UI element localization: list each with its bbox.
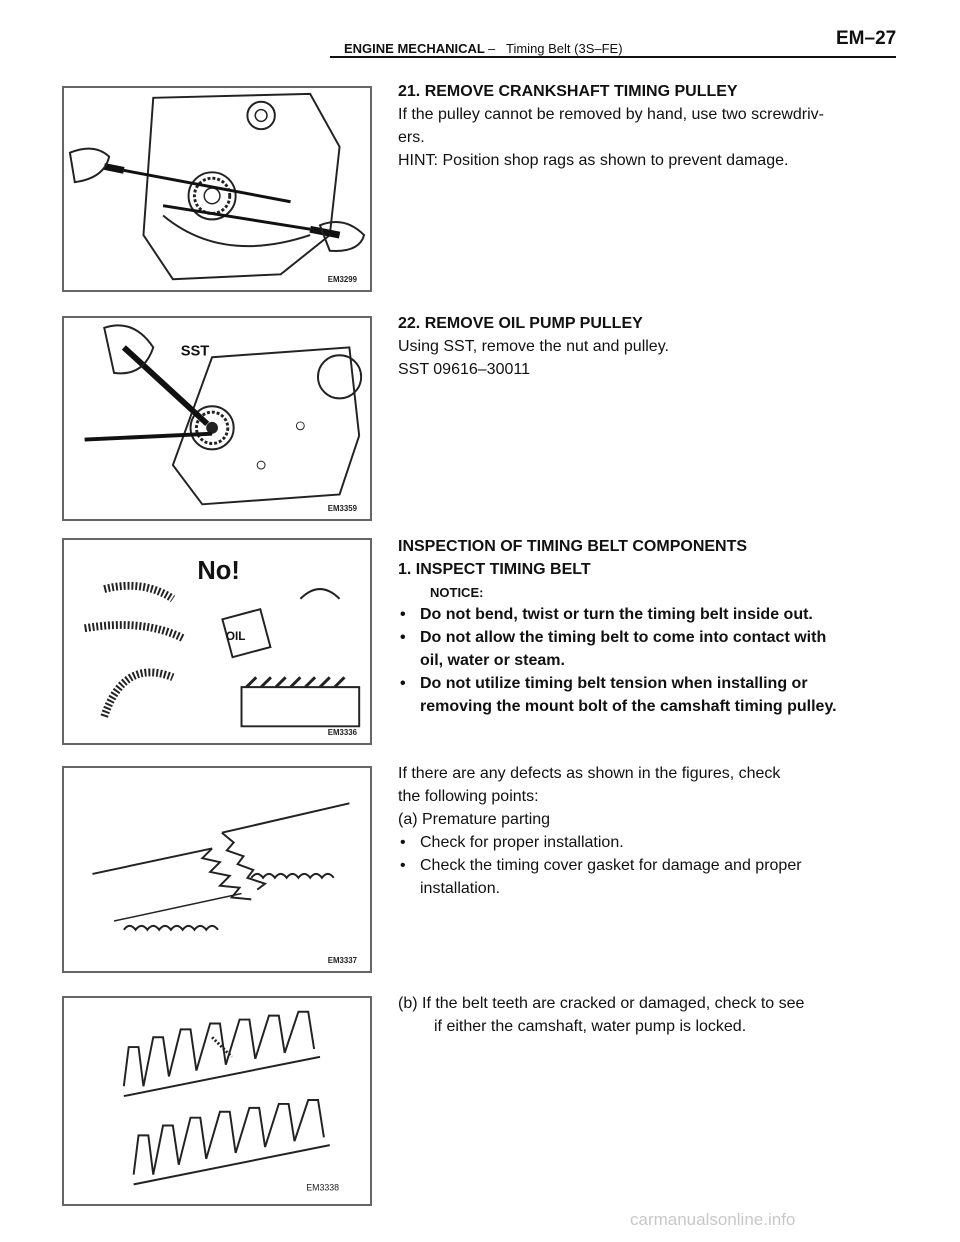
defects-line1: If there are any defects as shown in the figures, check — [398, 765, 781, 782]
notice-bullet-1: • Do not bend, twist or turn the timing belt inside out. — [398, 603, 896, 626]
defects-a-bullet-2-cont: installation. — [420, 880, 501, 897]
sst-label: SST — [180, 343, 210, 360]
item-b-line1: (b) If the belt teeth are cracked or damaged, check to see — [398, 995, 805, 1012]
crankshaft-pulley-illustration — [64, 88, 370, 290]
figure-crankshaft-pulley — [62, 86, 372, 292]
figure-id: EM3359 — [327, 504, 357, 514]
cracked-teeth-illustration — [64, 998, 370, 1204]
step-21-title: 21. REMOVE CRANKSHAFT TIMING PULLEY — [398, 83, 738, 100]
defects-line2: the following points: — [398, 788, 539, 805]
figure-belt-handling — [62, 538, 372, 745]
defects-item-a: (a) Premature parting — [398, 811, 551, 828]
figure-id: EM3299 — [327, 275, 357, 285]
watermark: carmanualsonline.info — [630, 1210, 796, 1229]
inspection-title: INSPECTION OF TIMING BELT COMPONENTS — [398, 538, 748, 555]
step-21-line2: ers. — [398, 129, 425, 146]
notice-bullet-3-cont: removing the mount bolt of the camshaft timing pulley. — [420, 698, 837, 715]
header-rule — [330, 56, 896, 58]
item-b-line2: if either the camshaft, water pump is locked. — [434, 1018, 747, 1035]
figure-cracked-teeth — [62, 996, 372, 1206]
page-number: EM–27 — [836, 28, 897, 49]
step-21-block — [398, 80, 896, 172]
figure-id: EM3338 — [306, 1182, 340, 1193]
step-22-sst: SST 09616–30011 — [398, 361, 530, 378]
step-22-block — [398, 312, 896, 381]
defects-a-bullet-2: • Check the timing cover gasket for damage and proper — [398, 854, 896, 877]
figure-oil-pump-pulley — [62, 316, 372, 521]
header-subsection: Timing Belt (3S–FE) — [506, 41, 623, 56]
header-section: ENGINE MECHANICAL — [344, 41, 485, 56]
inspection-block — [398, 535, 896, 718]
notice-bullet-3: • Do not utilize timing belt tension when installing or — [398, 672, 896, 695]
oil-can-label: OIL — [225, 630, 246, 644]
step-22-line1: Using SST, remove the nut and pulley. — [398, 338, 669, 355]
oil-pump-pulley-illustration — [64, 318, 370, 519]
figure-id: EM3336 — [327, 728, 357, 738]
no-label: No! — [197, 557, 240, 586]
inspection-step1: 1. INSPECT TIMING BELT — [398, 561, 591, 578]
defects-a-bullet-1: • Check for proper installation. — [398, 831, 896, 854]
header-dash: – — [488, 41, 496, 56]
belt-handling-illustration — [64, 540, 370, 743]
notice-label: NOTICE: — [430, 585, 484, 600]
step-21-line1: If the pulley cannot be removed by hand, use two screwdriv- — [398, 106, 824, 123]
notice-bullet-2: • Do not allow the timing belt to come into contact with — [398, 626, 896, 649]
figure-premature-parting — [62, 766, 372, 973]
figure-id: EM3337 — [327, 956, 357, 966]
step-21-hint: HINT: Position shop rags as shown to prevent damage. — [398, 152, 789, 169]
premature-parting-illustration — [64, 768, 370, 971]
item-b-block — [398, 992, 896, 1038]
notice-bullet-2-cont: oil, water or steam. — [420, 652, 565, 669]
step-22-title: 22. REMOVE OIL PUMP PULLEY — [398, 315, 643, 332]
defects-block — [398, 762, 896, 900]
